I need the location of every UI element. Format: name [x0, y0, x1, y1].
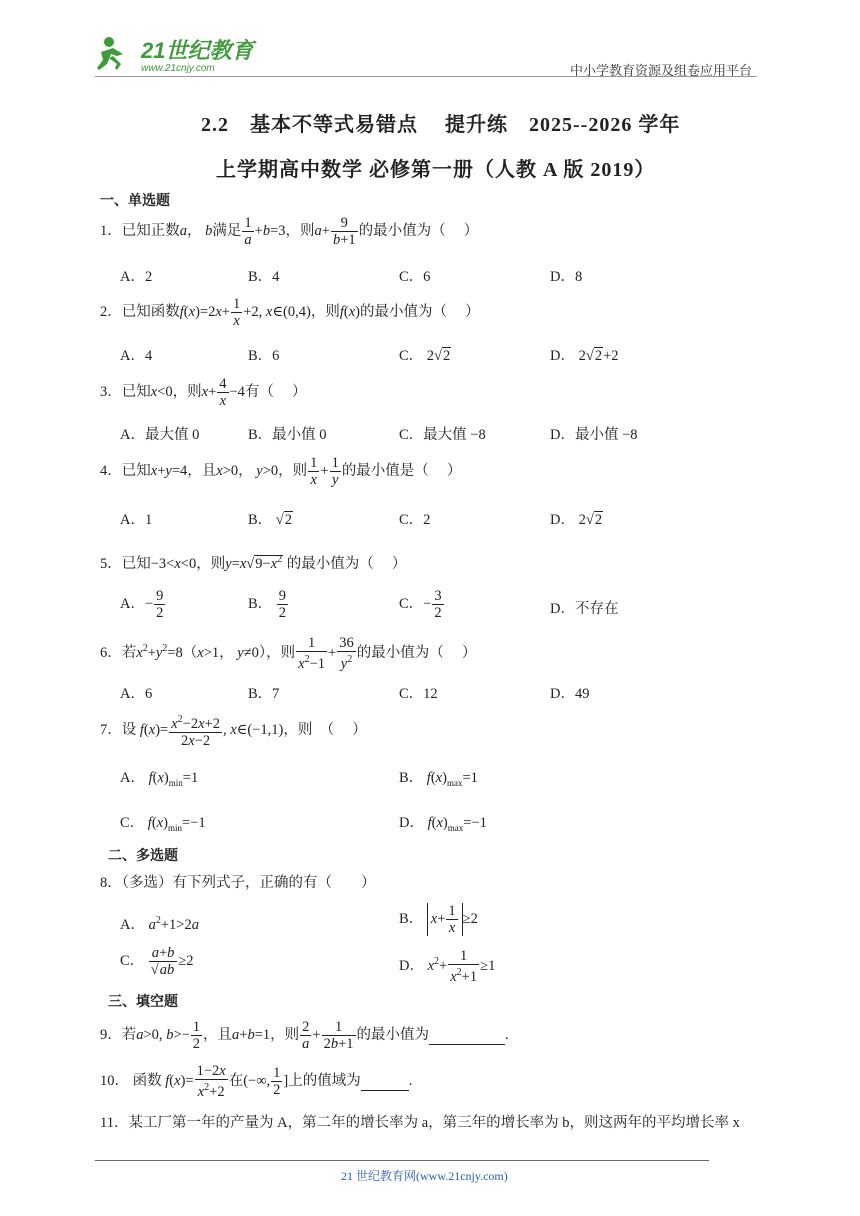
question-3: 3．已知x<0，则x+ $\frac{4}{x}$ −4有（ ） [100, 376, 307, 409]
section-multiple-choice: 二、多选题 [108, 849, 178, 864]
site-logo [93, 34, 263, 74]
q7-option-d[interactable]: D． $f(x)_{max}=-1$ [399, 815, 487, 833]
q6-option-b[interactable]: B．7 [248, 686, 280, 702]
header-platform-text: 中小学教育资源及组卷应用平台 [570, 63, 753, 78]
question-11: 11．某工厂第一年的产量为 A，第二年的增长率为 a，第三年的增长率为 b，则这两年的平均增长率 x [100, 1115, 740, 1131]
q7-option-b[interactable]: B． $f(x)_{max}=1$ [399, 770, 478, 788]
question-4: 4．已知x+y=4，且x>0， y>0，则 $\frac{1}{x}$ + $\frac{1}{y}$ 的最小值是（ ） [100, 455, 462, 488]
title-line-1: 2.2 基本不等式易错点 提升练 2025--2026 学年 [201, 114, 681, 136]
q8-option-b[interactable]: B． x+ $\frac{1}{x}$ ≥2 [399, 903, 478, 936]
q1-option-c[interactable]: C．6 [399, 269, 431, 285]
q7-option-a[interactable]: A． $f(x)_{min}=1$ [120, 770, 199, 788]
question-8: 8．（多选）有下列式子，正确的有（ ） [100, 875, 376, 891]
question-10: 10． 函数 f(x)= $\frac{1-2x}{x^2+2}$ 在(−∞, $\frac{1}{2}$ ]上的值域为 . [100, 1063, 413, 1100]
q6-option-d[interactable]: D．49 [550, 686, 590, 702]
q4-option-a[interactable]: A．1 [120, 512, 153, 528]
q2-option-a[interactable]: A．4 [120, 348, 153, 364]
q5-option-a[interactable]: A．− $\frac{9}{2}$ [120, 588, 164, 621]
section-single-choice: 一、单选题 [100, 194, 170, 209]
question-9: 9．若a>0, b>− $\frac{1}{2}$ ，且a+b=1，则 $\frac{2}{a}$ + $\frac{1}{2b+1}$ 的最小值为 . [100, 1019, 509, 1052]
q6-option-a[interactable]: A．6 [120, 686, 153, 702]
title-line-2: 上学期高中数学 必修第一册（人教 A 版 2019） [216, 159, 656, 181]
q5-option-b[interactable]: B． $\frac{9}{2}$ [248, 588, 287, 621]
q1-option-a[interactable]: A．2 [120, 269, 153, 285]
q10-answer-blank[interactable] [361, 1073, 409, 1091]
section-fill-blank: 三、填空题 [108, 995, 178, 1010]
q1-option-b[interactable]: B．4 [248, 269, 280, 285]
footer-link[interactable]: 21 世纪教育网(www.21cnjy.com) [341, 1169, 508, 1183]
q6-option-c[interactable]: C．12 [399, 686, 438, 702]
q9-answer-blank[interactable] [429, 1027, 505, 1045]
q7-option-c[interactable]: C． $f(x)_{min}=-1$ [120, 815, 206, 833]
q4-option-d[interactable]: D． 2√2 [550, 512, 603, 528]
question-5: 5．已知−3<x<0，则$y=x√9-x^2$ 的最小值为（ ） [100, 554, 407, 572]
q2-option-d[interactable]: D． 2√2+2 [550, 348, 619, 364]
q2-option-b[interactable]: B．6 [248, 348, 280, 364]
q2-option-c[interactable]: C． 2√2 [399, 348, 451, 364]
q4-option-c[interactable]: C．2 [399, 512, 431, 528]
q8-option-d[interactable]: D． $x^2+$ $\frac{1}{x^2+1}$ ≥1 [399, 948, 496, 985]
q3-option-c[interactable]: C．最大值 −8 [399, 427, 486, 443]
q4-option-b[interactable]: B． √2 [248, 512, 293, 528]
q5-option-c[interactable]: C．− $\frac{3}{2}$ [399, 588, 442, 621]
q3-option-b[interactable]: B．最小值 0 [248, 427, 327, 443]
question-6: 6．若$x^2+y^2=8(x>1$， y≠0），则 $\frac{1}{x^2-1}$ + $\frac{36}{y^2}$ 的最小值为（ ） [100, 635, 477, 672]
header-divider [95, 76, 757, 77]
q5-option-d[interactable]: D．不存在 [550, 601, 619, 617]
q3-option-a[interactable]: A．最大值 0 [120, 427, 200, 443]
question-7: 7．设 f(x)= $\frac{x^2-2x+2}{2x-2}$ , x∈(−1,1)，则 （ ） [100, 714, 367, 749]
logo-url: www.21cnjy.com [141, 63, 215, 74]
question-1: 1．已知正数a， b满足 $\frac{1}{a}$ +b=3，则a+ $\frac{9}{b+1}$ 的最小值为（ ） [100, 215, 479, 248]
q1-option-d[interactable]: D．8 [550, 269, 583, 285]
q8-option-c[interactable]: C． $\frac{a+b}{√ab}$ ≥2 [120, 945, 194, 978]
footer-divider [95, 1160, 709, 1161]
question-2: 2．已知函数f(x)=2x+ $\frac{1}{x}$ +2, x∈(0,4)，则f(x)的最小值为（ ） [100, 296, 480, 329]
q3-option-d[interactable]: D．最小值 −8 [550, 427, 638, 443]
q8-option-a[interactable]: A． $a^2+1>2a$ [120, 915, 199, 933]
logo-text: 21世纪教育 [141, 38, 254, 63]
